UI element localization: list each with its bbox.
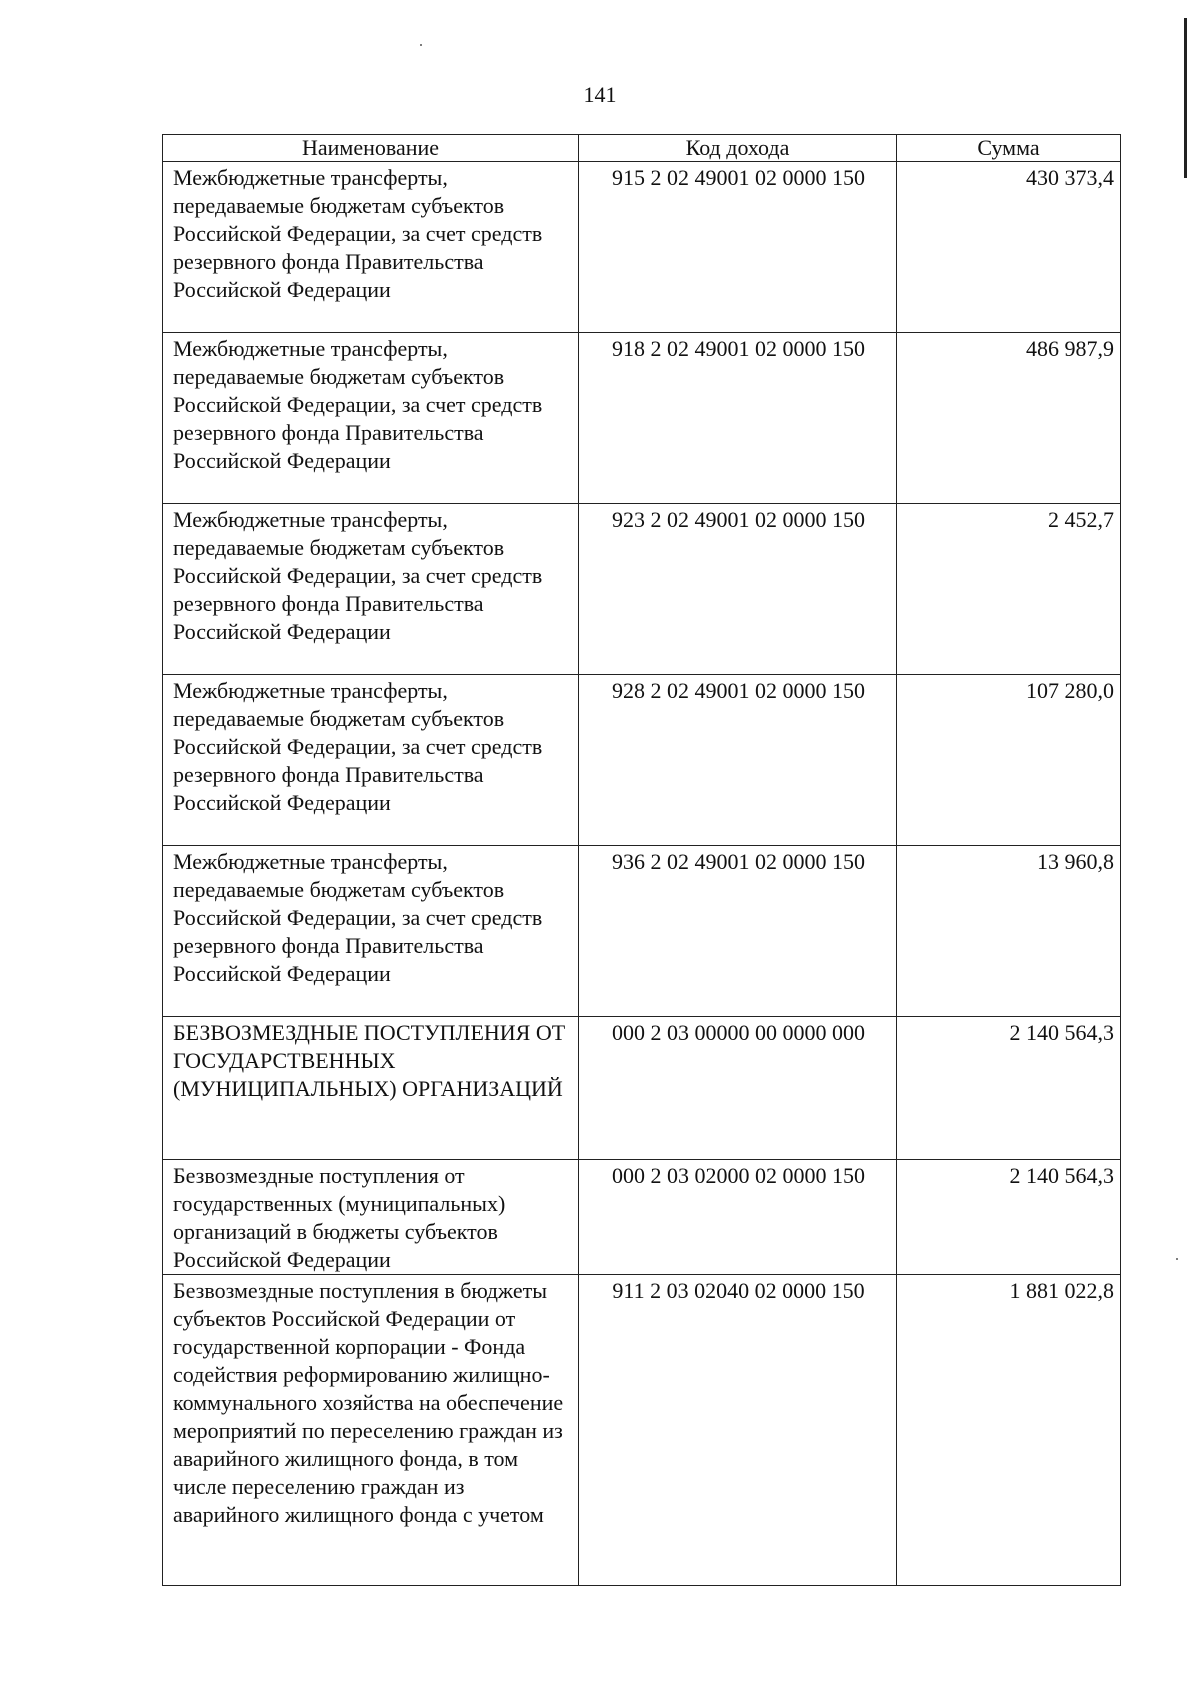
row-name: Безвозмездные поступления от государственных (муниципальных) организаций в бюджеты субъектов Российской Федерации [163, 1160, 579, 1275]
row-code: 936 2 02 49001 02 0000 150 [579, 846, 897, 1017]
row-code: 911 2 03 02040 02 0000 150 [579, 1275, 897, 1586]
page-number: 141 [583, 82, 617, 107]
row-sum: 107 280,0 [897, 675, 1121, 846]
table-row [163, 1275, 1121, 1586]
row-sum: 2 452,7 [897, 504, 1121, 675]
row-name: Межбюджетные трансферты, передаваемые бюджетам субъектов Российской Федерации, за счет средств резервного фонда Правительства Российской Федерации [163, 675, 579, 846]
row-name: Межбюджетные трансферты, передаваемые бюджетам субъектов Российской Федерации, за счет средств резервного фонда Правительства Российской Федерации [163, 162, 579, 333]
header-name: Наименование [163, 135, 579, 162]
header-sum: Сумма [897, 135, 1121, 162]
row-sum: 13 960,8 [897, 846, 1121, 1017]
row-code: 000 2 03 00000 00 0000 000 [579, 1017, 897, 1160]
scan-speck [420, 44, 422, 46]
row-code: 923 2 02 49001 02 0000 150 [579, 504, 897, 675]
scan-speck [1176, 1258, 1178, 1260]
table-row [163, 504, 1121, 675]
row-sum: 2 140 564,3 [897, 1160, 1121, 1275]
row-code: 928 2 02 49001 02 0000 150 [579, 675, 897, 846]
revenue-table [162, 134, 1121, 1586]
table-row [163, 675, 1121, 846]
row-sum: 430 373,4 [897, 162, 1121, 333]
table-row [163, 1017, 1121, 1160]
row-name: Межбюджетные трансферты, передаваемые бюджетам субъектов Российской Федерации, за счет средств резервного фонда Правительства Российской Федерации [163, 846, 579, 1017]
header-code: Код дохода [579, 135, 897, 162]
row-name: Межбюджетные трансферты, передаваемые бюджетам субъектов Российской Федерации, за счет средств резервного фонда Правительства Российской Федерации [163, 333, 579, 504]
table-row [163, 162, 1121, 333]
row-code: 000 2 03 02000 02 0000 150 [579, 1160, 897, 1275]
row-sum: 1 881 022,8 [897, 1275, 1121, 1586]
table-header-row [163, 135, 1121, 162]
row-sum: 2 140 564,3 [897, 1017, 1121, 1160]
row-name: Межбюджетные трансферты, передаваемые бюджетам субъектов Российской Федерации, за счет средств резервного фонда Правительства Российской Федерации [163, 504, 579, 675]
row-sum: 486 987,9 [897, 333, 1121, 504]
row-code: 918 2 02 49001 02 0000 150 [579, 333, 897, 504]
table-row [163, 333, 1121, 504]
row-code: 915 2 02 49001 02 0000 150 [579, 162, 897, 333]
table-row [163, 846, 1121, 1017]
row-name: Безвозмездные поступления в бюджеты субъектов Российской Федерации от государственной корпорации - Фонда содействия реформированию жилищно-коммунального хозяйства на обеспечение мероприятий по переселению граждан из аварийного жилищного фонда, в том числе переселению граждан из аварийного жилищного фонда с учетом [163, 1275, 579, 1586]
table-row [163, 1160, 1121, 1275]
row-name: БЕЗВОЗМЕЗДНЫЕ ПОСТУПЛЕНИЯ ОТ ГОСУДАРСТВЕННЫХ (МУНИЦИПАЛЬНЫХ) ОРГАНИЗАЦИЙ [163, 1017, 579, 1160]
